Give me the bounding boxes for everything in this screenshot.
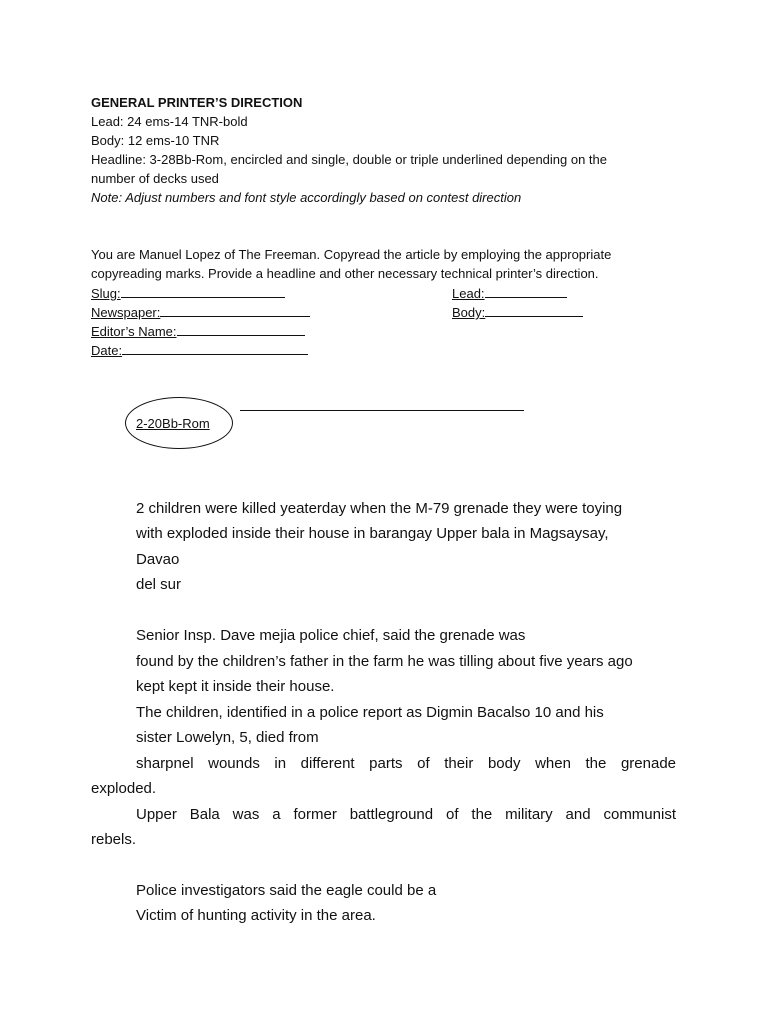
date-label: Date: xyxy=(91,343,123,358)
article-line-3: Davao xyxy=(136,551,180,568)
headline-direction-line-1: Headline: 3-28Bb-Rom, encircled and single, double or triple underlined depending on the xyxy=(91,152,608,167)
instructions-line-2: copyreading marks. Provide a headline and other necessary technical printer’s direction. xyxy=(91,266,599,281)
article-line-13: rebels. xyxy=(91,831,137,848)
body-field xyxy=(452,304,583,321)
editor-field xyxy=(91,323,305,340)
article-line-14: Police investigators said the eagle could be a xyxy=(136,882,437,899)
instructions-line-1: You are Manuel Lopez of The Freeman. Copyread the article by employing the appropriate xyxy=(91,247,612,262)
editor-label: Editor’s Name: xyxy=(91,324,177,339)
slug-blank[interactable] xyxy=(121,285,285,298)
editor-blank[interactable] xyxy=(177,323,305,336)
lead-blank[interactable] xyxy=(485,285,567,298)
date-blank[interactable] xyxy=(122,342,308,355)
article-line-10: sharpnel wounds in different parts of their body when the grenade xyxy=(136,755,676,772)
article-line-4: del sur xyxy=(136,576,182,593)
headline-blank-line[interactable] xyxy=(240,410,524,411)
slug-label: Slug: xyxy=(91,286,121,301)
page-title: GENERAL PRINTER’S DIRECTION xyxy=(91,95,303,110)
lead-direction: Lead: 24 ems-14 TNR-bold xyxy=(91,114,248,129)
article-line-8: The children, identified in a police report as Digmin Bacalso 10 and his xyxy=(136,704,604,721)
lead-field xyxy=(452,285,567,302)
newspaper-blank[interactable] xyxy=(160,304,310,317)
article-line-5: Senior Insp. Dave mejia police chief, said the grenade was xyxy=(136,627,526,644)
note: Note: Adjust numbers and font style accordingly based on contest direction xyxy=(91,190,522,205)
lead-label: Lead: xyxy=(452,286,485,301)
headline-direction-line-2: number of decks used xyxy=(91,171,219,186)
body-label: Body: xyxy=(452,305,486,320)
slug-field xyxy=(91,285,285,302)
newspaper-label: Newspaper: xyxy=(91,305,161,320)
article-line-2: with exploded inside their house in barangay Upper bala in Magsaysay, xyxy=(136,525,609,542)
article-line-11: exploded. xyxy=(91,780,157,797)
date-field xyxy=(91,342,308,359)
body-direction: Body: 12 ems-10 TNR xyxy=(91,133,220,148)
article-line-7: kept kept it inside their house. xyxy=(136,678,335,695)
article-line-9: sister Lowelyn, 5, died from xyxy=(136,729,319,746)
article-line-1: 2 children were killed yeaterday when the M-79 grenade they were toying xyxy=(136,500,623,517)
body-blank[interactable] xyxy=(485,304,583,317)
headline-direction: 2-20Bb-Rom xyxy=(136,416,210,431)
article-line-15: Victim of hunting activity in the area. xyxy=(136,907,376,924)
article-line-6: found by the children’s father in the farm he was tilling about five years ago xyxy=(136,653,633,670)
article-line-12: Upper Bala was a former battleground of the military and communist xyxy=(136,806,676,823)
newspaper-field xyxy=(91,304,310,321)
